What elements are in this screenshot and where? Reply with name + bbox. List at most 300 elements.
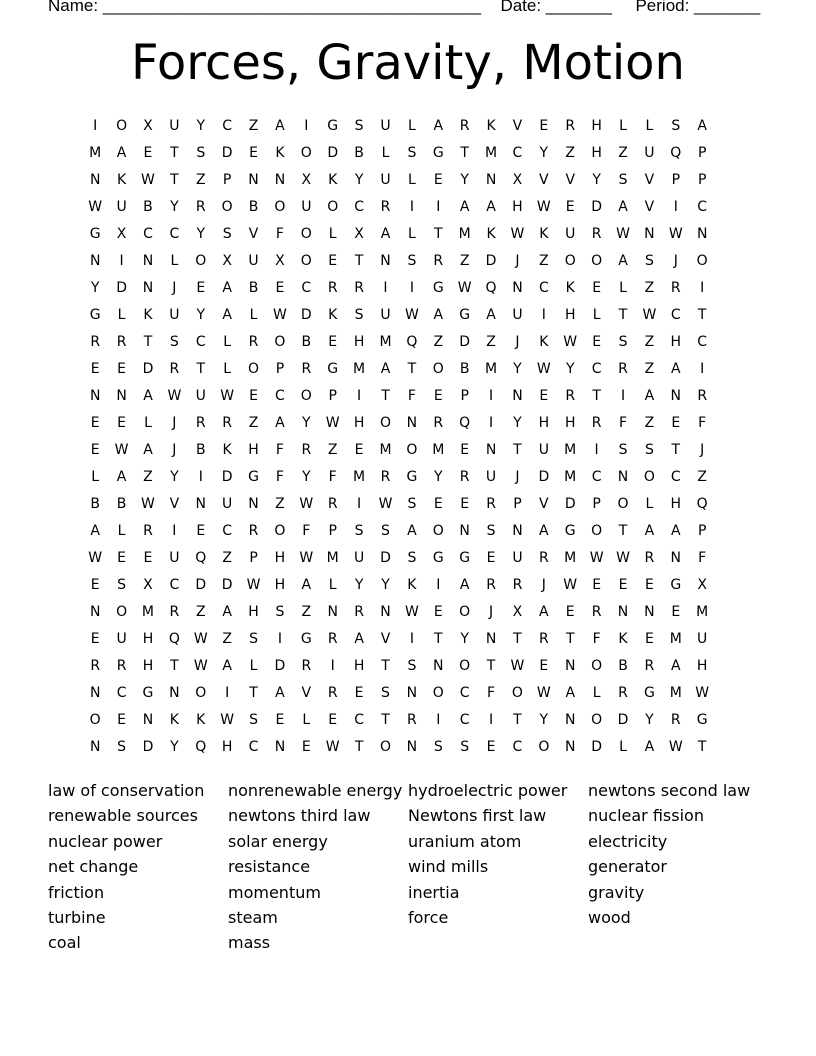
grid-letter: N: [670, 388, 682, 404]
grid-letter: W: [510, 226, 525, 242]
grid-letter: Z: [433, 334, 444, 350]
grid-letter: D: [221, 469, 233, 485]
grid-letter: F: [618, 415, 628, 431]
grid-letter: S: [644, 253, 654, 269]
grid-letter: K: [169, 712, 179, 728]
grid-letter: C: [591, 361, 602, 377]
grid-letter: X: [143, 577, 153, 593]
word-bank-item: electricity: [588, 831, 668, 851]
grid-letter: T: [381, 658, 390, 674]
grid-letter: S: [275, 604, 285, 620]
grid-letter: Y: [433, 469, 443, 485]
grid-letter: A: [433, 307, 444, 323]
grid-letter: G: [89, 307, 101, 323]
grid-letter: E: [460, 496, 470, 512]
grid-letter: C: [538, 280, 549, 296]
grid-letter: Q: [459, 415, 471, 431]
grid-letter: R: [670, 712, 681, 728]
grid-letter: J: [515, 334, 520, 350]
grid-letter: U: [353, 550, 365, 566]
grid-letter: T: [513, 631, 522, 647]
grid-letter: I: [277, 631, 282, 647]
grid-letter: O: [643, 469, 655, 485]
grid-letter: G: [432, 280, 444, 296]
grid-letter: R: [591, 604, 602, 620]
word-bank-item: law of conservation: [48, 781, 205, 800]
grid-letter: N: [564, 739, 576, 755]
grid-letter: Z: [248, 118, 259, 134]
grid-letter: O: [116, 118, 128, 134]
grid-letter: Y: [645, 712, 654, 728]
grid-letter: H: [248, 442, 259, 458]
grid-letter: B: [116, 496, 127, 512]
grid-letter: S: [354, 307, 364, 323]
grid-letter: E: [117, 415, 127, 431]
grid-letter: E: [539, 658, 549, 674]
grid-letter: N: [274, 172, 286, 188]
grid-letter: A: [275, 118, 285, 134]
grid-letter: M: [669, 631, 682, 647]
grid-letter: J: [172, 280, 177, 296]
word-bank-item: newtons second law: [588, 781, 751, 800]
grid-letter: B: [90, 496, 100, 512]
grid-letter: P: [249, 550, 258, 566]
grid-letter: E: [592, 334, 602, 350]
grid-letter: K: [486, 226, 496, 242]
grid-letter: Q: [670, 145, 682, 161]
grid-letter: L: [117, 523, 126, 539]
grid-letter: W: [457, 280, 472, 296]
grid-letter: J: [515, 469, 520, 485]
grid-letter: Y: [354, 577, 364, 593]
grid-letter: U: [248, 253, 259, 269]
word-bank-item: resistance: [228, 857, 311, 877]
grid-letter: V: [644, 199, 655, 215]
grid-letter: U: [380, 118, 391, 134]
grid-letter: C: [459, 685, 470, 701]
grid-letter: J: [673, 253, 678, 269]
grid-letter: O: [432, 361, 444, 377]
grid-letter: Z: [222, 631, 232, 647]
grid-letter: E: [90, 631, 100, 647]
grid-letter: M: [485, 145, 498, 161]
grid-letter: E: [90, 361, 100, 377]
grid-letter: A: [644, 523, 655, 539]
grid-letter: B: [195, 442, 206, 458]
grid-letter: N: [380, 604, 391, 620]
grid-letter: H: [353, 415, 365, 431]
grid-letter: T: [460, 145, 469, 161]
grid-letter: S: [618, 172, 628, 188]
grid-letter: M: [89, 145, 102, 161]
grid-letter: F: [698, 550, 707, 566]
name-field-label: Name: ________________________________________: [48, 0, 481, 15]
grid-letter: D: [617, 712, 629, 728]
grid-letter: R: [301, 442, 312, 458]
grid-letter: L: [223, 334, 232, 350]
grid-letter: O: [195, 685, 207, 701]
grid-letter: E: [328, 253, 338, 269]
grid-letter: D: [221, 577, 233, 593]
grid-letter: Q: [195, 550, 207, 566]
grid-letter: N: [512, 280, 523, 296]
grid-letter: V: [512, 118, 523, 134]
grid-letter: W: [325, 739, 340, 755]
grid-letter: I: [357, 496, 362, 512]
grid-letter: S: [671, 118, 681, 134]
grid-letter: N: [195, 496, 206, 512]
grid-letter: O: [327, 199, 339, 215]
grid-letter: R: [195, 415, 206, 431]
grid-letter: V: [565, 172, 576, 188]
grid-letter: N: [406, 415, 418, 431]
word-bank: [48, 778, 768, 956]
grid-letter: L: [592, 307, 601, 323]
grid-letter: R: [565, 118, 576, 134]
grid-letter: O: [300, 226, 312, 242]
grid-letter: F: [275, 442, 284, 458]
grid-letter: H: [564, 307, 576, 323]
grid-letter: N: [89, 388, 101, 404]
grid-letter: E: [275, 712, 285, 728]
grid-letter: H: [142, 631, 154, 647]
grid-letter: N: [248, 172, 259, 188]
grid-letter: O: [591, 253, 603, 269]
grid-letter: W: [193, 658, 208, 674]
grid-letter: L: [619, 280, 627, 296]
grid-letter: T: [513, 712, 522, 728]
grid-letter: B: [248, 280, 259, 296]
grid-letter: M: [432, 442, 445, 458]
grid-letter: C: [670, 307, 681, 323]
grid-letter: E: [433, 604, 443, 620]
grid-letter: K: [539, 226, 549, 242]
grid-letter: T: [697, 739, 707, 755]
grid-letter: N: [433, 658, 444, 674]
grid-letter: C: [512, 739, 523, 755]
grid-letter: Y: [513, 361, 522, 377]
grid-letter: G: [432, 145, 444, 161]
grid-letter: Z: [301, 604, 312, 620]
grid-letter: Y: [513, 415, 522, 431]
grid-letter: N: [564, 712, 576, 728]
grid-letter: R: [90, 658, 101, 674]
grid-letter: H: [274, 577, 286, 593]
grid-letter: N: [512, 523, 523, 539]
word-bank-item: momentum: [228, 882, 321, 902]
grid-letter: N: [644, 604, 655, 620]
word-bank-item: nuclear fission: [588, 806, 704, 826]
grid-letter: W: [167, 388, 182, 404]
grid-letter: X: [275, 253, 285, 269]
grid-letter: W: [616, 226, 630, 242]
grid-letter: L: [645, 118, 654, 134]
grid-letter: O: [300, 388, 312, 404]
grid-letter: G: [406, 469, 418, 485]
grid-letter: D: [564, 496, 576, 512]
grid-letter: S: [644, 442, 654, 458]
grid-letter: T: [565, 631, 575, 647]
grid-letter: R: [327, 496, 338, 512]
grid-letter: U: [169, 307, 180, 323]
period-field-label: Period: _______: [635, 0, 761, 15]
grid-letter: R: [116, 334, 127, 350]
grid-letter: E: [433, 388, 443, 404]
grid-letter: F: [592, 631, 601, 647]
grid-letter: W: [616, 550, 630, 566]
grid-letter: H: [538, 415, 550, 431]
date-field-label: Date: _______: [500, 0, 612, 15]
grid-letter: B: [618, 658, 628, 674]
grid-letter: L: [619, 118, 627, 134]
grid-letter: R: [248, 523, 259, 539]
grid-letter: X: [512, 604, 523, 620]
grid-letter: X: [354, 226, 364, 242]
grid-letter: C: [248, 739, 259, 755]
grid-letter: D: [485, 253, 497, 269]
grid-letter: R: [433, 415, 444, 431]
grid-letter: O: [591, 523, 603, 539]
word-bank-item: steam: [228, 907, 278, 927]
grid-letter: R: [486, 496, 496, 512]
word-bank-item: inertia: [408, 882, 460, 902]
grid-letter: L: [645, 496, 654, 512]
grid-letter: H: [591, 145, 602, 161]
grid-letter: O: [591, 712, 603, 728]
grid-letter: F: [407, 388, 416, 404]
grid-letter: O: [459, 658, 471, 674]
grid-letter: F: [275, 469, 284, 485]
grid-letter: R: [565, 388, 576, 404]
grid-letter: O: [432, 685, 444, 701]
grid-letter: Y: [460, 631, 469, 647]
grid-letter: D: [591, 739, 602, 755]
grid-letter: C: [143, 226, 153, 242]
grid-letter: A: [143, 388, 153, 404]
grid-letter: H: [670, 334, 682, 350]
grid-letter: S: [117, 577, 127, 593]
grid-letter: S: [354, 523, 364, 539]
grid-letter: C: [169, 577, 180, 593]
grid-letter: K: [486, 118, 496, 134]
grid-letter: W: [114, 442, 129, 458]
grid-letter: M: [141, 604, 155, 620]
grid-letter: G: [564, 523, 576, 539]
grid-letter: O: [591, 658, 603, 674]
grid-letter: D: [142, 739, 154, 755]
grid-letter: J: [700, 442, 705, 458]
grid-letter: N: [248, 496, 259, 512]
grid-letter: B: [301, 334, 312, 350]
grid-letter: W: [193, 631, 208, 647]
grid-letter: E: [354, 442, 364, 458]
grid-letter: U: [485, 469, 497, 485]
grid-letter: P: [697, 145, 707, 161]
grid-letter: L: [170, 253, 179, 269]
grid-letter: Q: [696, 496, 708, 512]
grid-letter: T: [407, 361, 417, 377]
grid-letter: R: [90, 334, 101, 350]
grid-letter: H: [670, 496, 682, 512]
grid-letter: A: [116, 145, 127, 161]
grid-letter: T: [513, 442, 522, 458]
grid-letter: T: [433, 631, 443, 647]
grid-letter: W: [404, 604, 419, 620]
grid-letter: W: [299, 550, 314, 566]
grid-letter: T: [618, 307, 628, 323]
grid-letter: Q: [485, 280, 497, 296]
grid-letter: E: [328, 334, 338, 350]
word-bank-item: friction: [48, 882, 105, 902]
grid-letter: P: [671, 172, 681, 188]
grid-letter: E: [539, 388, 549, 404]
grid-letter: E: [328, 712, 338, 728]
grid-letter: M: [669, 685, 682, 701]
grid-letter: A: [222, 658, 232, 674]
grid-letter: D: [380, 550, 391, 566]
grid-letter: Y: [592, 172, 601, 188]
grid-letter: S: [196, 145, 206, 161]
grid-letter: H: [696, 658, 708, 674]
grid-letter: T: [143, 334, 153, 350]
grid-letter: P: [328, 523, 337, 539]
grid-letter: L: [407, 172, 416, 188]
grid-letter: E: [301, 739, 311, 755]
grid-letter: R: [327, 631, 338, 647]
grid-letter: M: [379, 334, 392, 350]
grid-letter: M: [485, 361, 498, 377]
grid-letter: E: [117, 712, 127, 728]
word-bank-item: turbine: [48, 907, 106, 927]
grid-letter: U: [565, 226, 576, 242]
grid-letter: P: [697, 523, 707, 539]
grid-letter: I: [383, 280, 388, 296]
grid-letter: M: [696, 604, 709, 620]
grid-letter: R: [459, 469, 470, 485]
grid-letter: E: [90, 577, 100, 593]
grid-letter: Z: [644, 334, 655, 350]
grid-letter: G: [89, 226, 101, 242]
grid-letter: N: [89, 604, 101, 620]
grid-letter: W: [88, 199, 103, 215]
grid-letter: N: [696, 226, 708, 242]
grid-letter: M: [353, 469, 366, 485]
grid-letter: E: [143, 145, 153, 161]
grid-letter: T: [249, 685, 258, 701]
grid-letter: F: [698, 415, 707, 431]
grid-letter: K: [196, 712, 206, 728]
grid-letter: K: [116, 172, 127, 188]
grid-letter: S: [486, 523, 496, 539]
grid-letter: Y: [196, 118, 206, 134]
grid-letter: E: [460, 442, 470, 458]
grid-letter: E: [539, 118, 549, 134]
grid-letter: P: [222, 172, 232, 188]
grid-letter: T: [381, 712, 390, 728]
grid-letter: G: [327, 118, 339, 134]
grid-letter: S: [249, 631, 258, 647]
grid-letter: A: [486, 307, 496, 323]
grid-letter: R: [169, 604, 180, 620]
grid-letter: L: [328, 226, 337, 242]
word-bank-item: nonrenewable energy: [228, 781, 403, 800]
grid-letter: C: [697, 334, 708, 350]
grid-letter: I: [436, 712, 441, 728]
grid-letter: U: [116, 631, 127, 647]
grid-letter: G: [142, 685, 154, 701]
grid-letter: I: [488, 388, 494, 404]
grid-letter: O: [696, 253, 708, 269]
grid-letter: E: [433, 496, 443, 512]
grid-letter: K: [539, 334, 549, 350]
grid-letter: V: [539, 172, 549, 188]
grid-letter: P: [513, 496, 522, 512]
grid-letter: Q: [195, 739, 207, 755]
grid-letter: A: [143, 442, 153, 458]
grid-letter: W: [299, 496, 314, 512]
grid-letter: T: [170, 145, 179, 161]
word-bank-item: force: [408, 907, 449, 927]
grid-letter: P: [275, 361, 285, 377]
grid-letter: F: [487, 685, 496, 701]
grid-letter: A: [671, 658, 681, 674]
grid-letter: I: [304, 118, 309, 134]
grid-letter: N: [327, 604, 338, 620]
grid-letter: A: [565, 685, 576, 701]
grid-letter: T: [354, 739, 364, 755]
grid-letter: A: [671, 361, 681, 377]
grid-letter: E: [644, 631, 654, 647]
grid-letter: I: [409, 199, 414, 215]
grid-letter: H: [142, 658, 154, 674]
grid-letter: E: [354, 685, 364, 701]
grid-letter: P: [697, 172, 707, 188]
grid-letter: M: [326, 550, 339, 566]
grid-letter: H: [353, 658, 365, 674]
grid-letter: X: [222, 253, 232, 269]
grid-letter: T: [170, 658, 179, 674]
grid-letter: O: [300, 253, 312, 269]
grid-letter: N: [406, 739, 418, 755]
grid-letter: A: [459, 577, 470, 593]
grid-letter: K: [328, 172, 338, 188]
grid-letter: L: [619, 739, 627, 755]
grid-letter: L: [144, 415, 152, 431]
grid-letter: V: [644, 172, 655, 188]
grid-letter: L: [223, 361, 232, 377]
grid-letter: R: [195, 199, 206, 215]
grid-letter: A: [222, 307, 232, 323]
grid-letter: Z: [644, 280, 655, 296]
grid-letter: R: [354, 604, 364, 620]
grid-letter: E: [117, 361, 127, 377]
grid-letter: H: [591, 118, 602, 134]
grid-letter: D: [142, 361, 154, 377]
grid-letter: L: [407, 118, 416, 134]
grid-letter: O: [432, 523, 444, 539]
grid-letter: K: [222, 442, 232, 458]
grid-letter: V: [169, 496, 180, 512]
grid-letter: W: [220, 388, 235, 404]
grid-letter: A: [275, 415, 285, 431]
grid-letter: Z: [565, 145, 576, 161]
grid-letter: S: [354, 118, 364, 134]
grid-letter: N: [142, 253, 154, 269]
grid-letter: D: [221, 145, 233, 161]
grid-letter: T: [170, 172, 179, 188]
grid-letter: X: [116, 226, 127, 242]
grid-letter: N: [142, 712, 154, 728]
